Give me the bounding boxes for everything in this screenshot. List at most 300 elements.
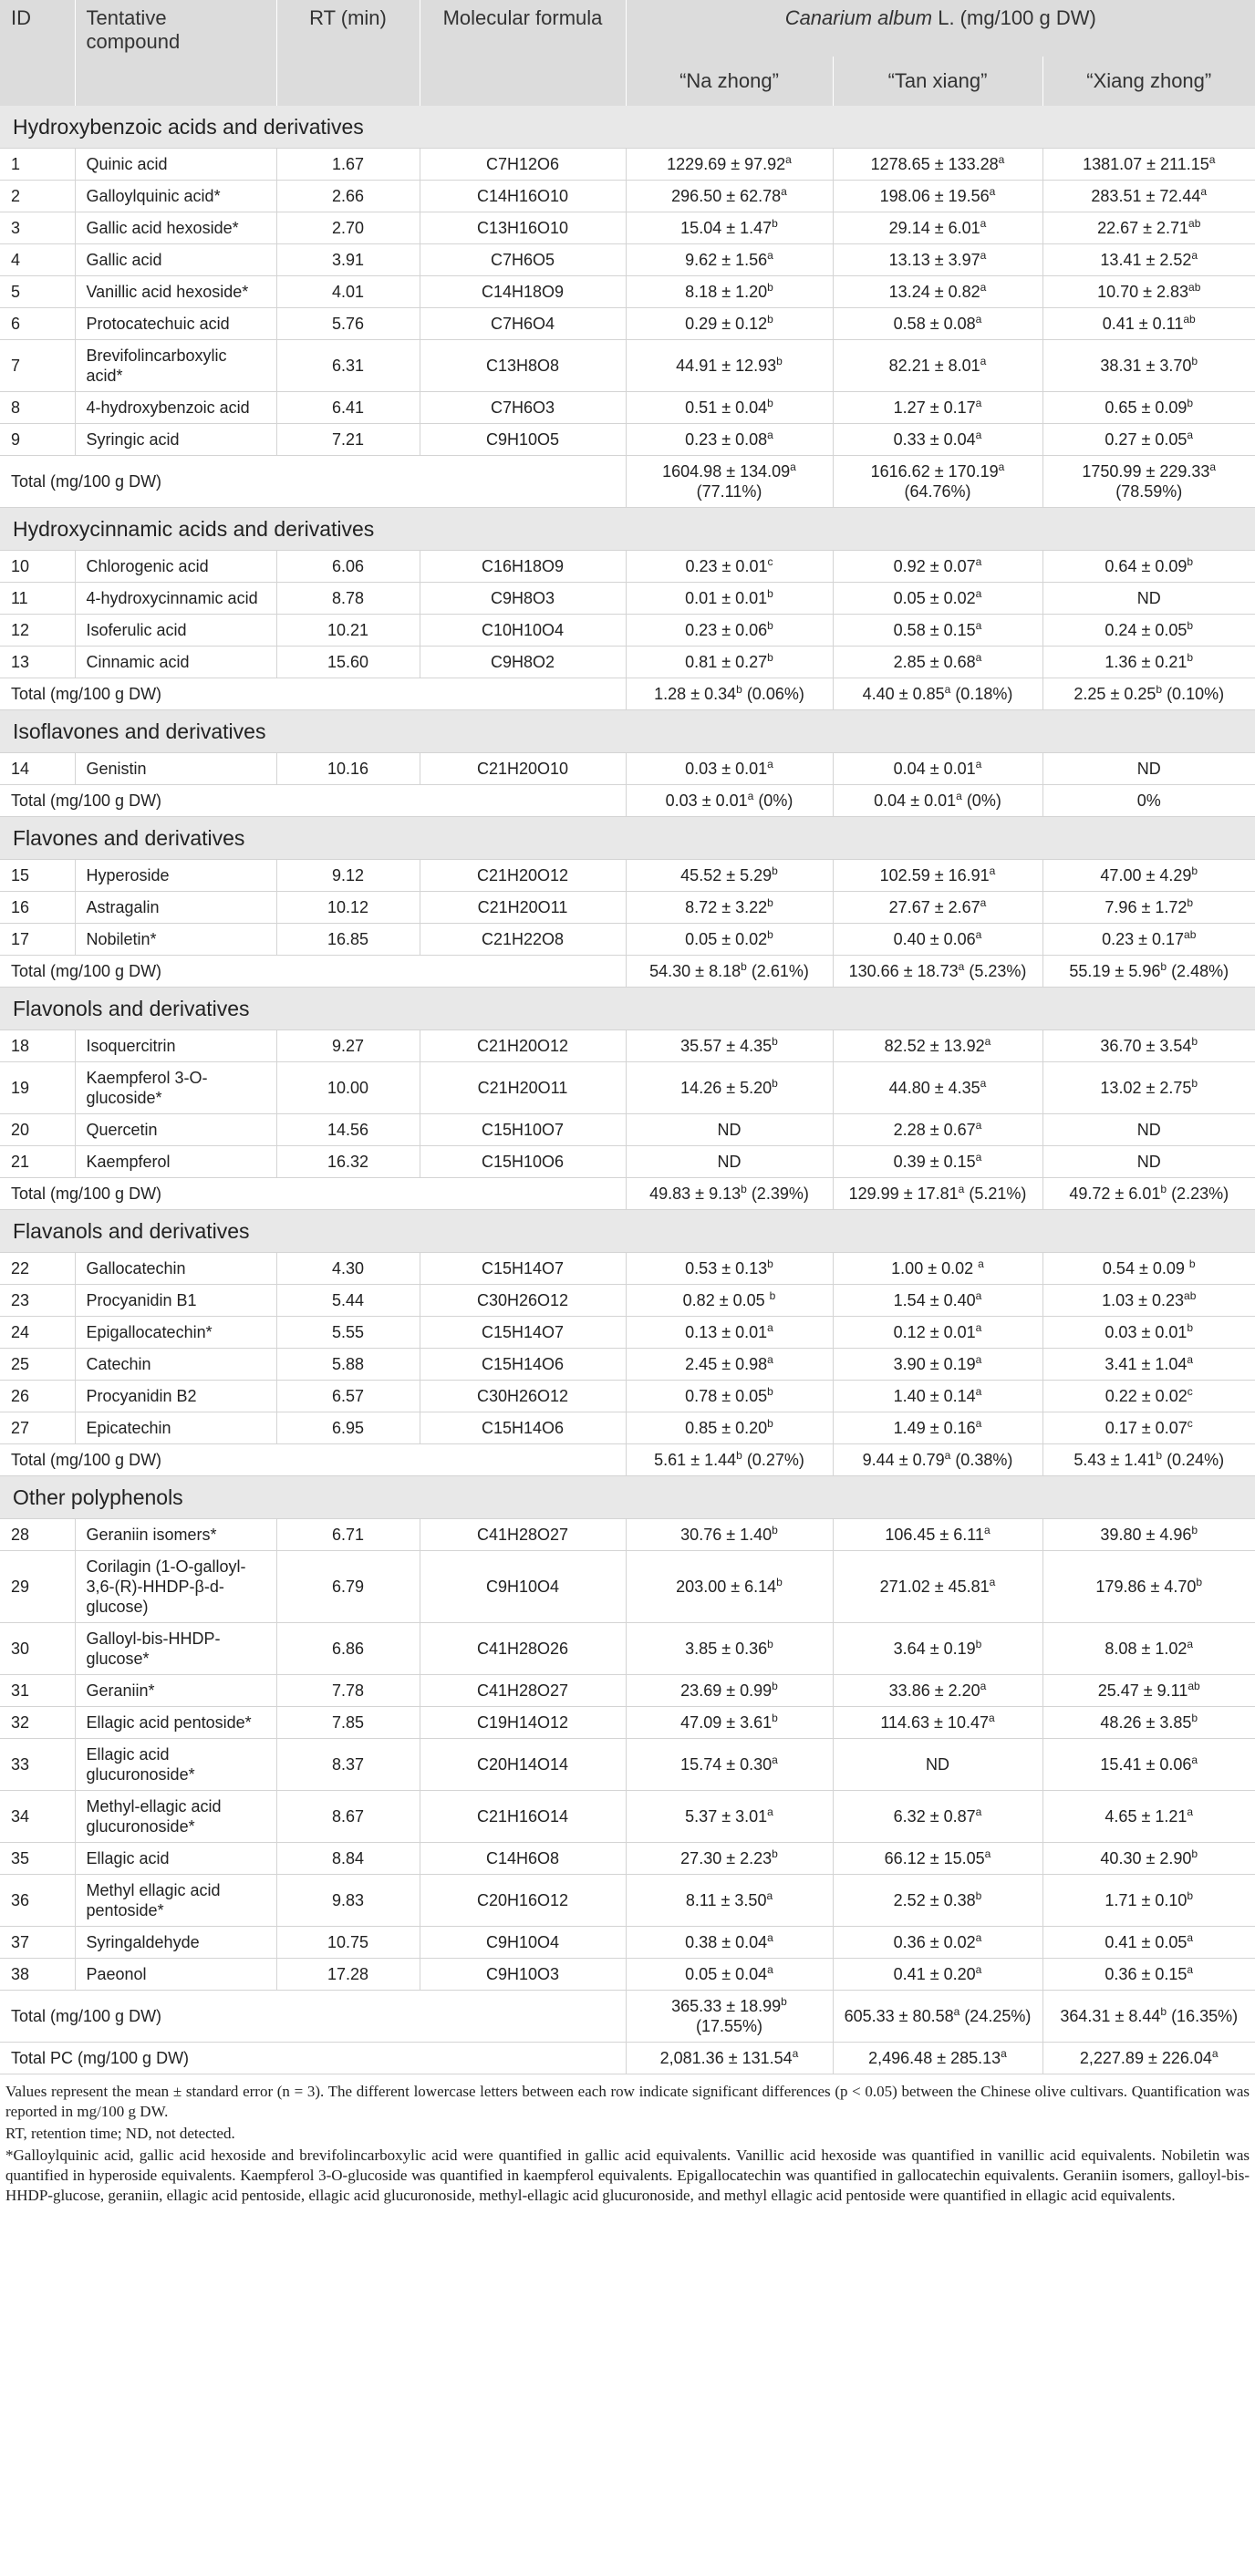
table-row: [0, 1114, 1255, 1146]
value-cell: [833, 1739, 1042, 1791]
value-text: 27.67 ± 2.67: [888, 898, 980, 916]
significance-letter: a: [767, 1805, 773, 1818]
value-text: 0.23 ± 0.06: [685, 621, 768, 639]
cell-compound: Hyperoside: [75, 860, 276, 892]
cell-id: 30: [0, 1623, 75, 1675]
cell-id: 4: [0, 244, 75, 276]
significance-letter: b: [1160, 960, 1167, 973]
value-text: 5.37 ± 3.01: [685, 1807, 768, 1826]
significance-letter: ab: [1188, 217, 1201, 230]
significance-letter: b: [767, 619, 773, 632]
cell-id: 23: [0, 1285, 75, 1317]
significance-letter: b: [1160, 2005, 1167, 2018]
value-cell: [833, 1991, 1042, 2043]
cell-rt: 2.70: [276, 212, 420, 244]
value-cell: [833, 753, 1042, 785]
cell-formula: C21H16O14: [420, 1791, 626, 1843]
value-cell: [1042, 1062, 1255, 1114]
significance-letter: a: [975, 1385, 982, 1398]
significance-letter: a: [1209, 460, 1217, 473]
cell-formula: C21H20O10: [420, 753, 626, 785]
cell-compound: Galloylquinic acid*: [75, 181, 276, 212]
table-row: [0, 1739, 1255, 1791]
total-row: [0, 678, 1255, 710]
total-label: Total (mg/100 g DW): [0, 678, 626, 710]
significance-letter: b: [1187, 397, 1194, 409]
cell-compound: Corilagin (1-O-galloyl-3,6-(R)-HHDP-β-d-glucose): [75, 1551, 276, 1623]
significance-letter: a: [1208, 153, 1216, 166]
value-text: 1.00 ± 0.02: [891, 1259, 979, 1278]
significance-letter: a: [980, 896, 987, 909]
value-text: 25.47 ± 9.11: [1097, 1681, 1188, 1700]
value-text: 13.41 ± 2.52: [1100, 251, 1192, 269]
significance-letter: b: [767, 397, 773, 409]
value-text: 36.70 ± 3.54: [1100, 1037, 1192, 1055]
cell-rt: 16.85: [276, 924, 420, 956]
value-percent: (0%): [966, 791, 1001, 810]
value-text: 0.03 ± 0.01: [665, 791, 748, 810]
significance-letter: b: [975, 1638, 982, 1650]
value-text: 0.05 ± 0.02: [685, 930, 768, 948]
value-cell: [833, 615, 1042, 647]
value-text: 0.05 ± 0.02: [893, 589, 976, 607]
significance-letter: b: [772, 1077, 778, 1090]
value-text: 1604.98 ± 134.09: [662, 462, 791, 481]
table-row: [0, 276, 1255, 308]
value-cell: [1042, 583, 1255, 615]
significance-letter: b: [1187, 1889, 1194, 1902]
cell-rt: 10.21: [276, 615, 420, 647]
significance-letter: a: [984, 1035, 991, 1048]
significance-letter: a: [988, 1712, 995, 1724]
cell-formula: C21H22O8: [420, 924, 626, 956]
value-cell: [833, 340, 1042, 392]
value-text: 365.33 ± 18.99: [671, 1997, 782, 2015]
value-percent: (5.21%): [969, 1185, 1027, 1203]
cell-formula: C21H20O12: [420, 1030, 626, 1062]
significance-letter: a: [1187, 1638, 1194, 1650]
value-text: 35.57 ± 4.35: [680, 1037, 773, 1055]
significance-letter: b: [741, 960, 747, 973]
value-text: 0.78 ± 0.05: [685, 1387, 768, 1405]
cell-formula: C41H28O27: [420, 1519, 626, 1551]
value-text: 179.86 ± 4.70: [1095, 1578, 1197, 1596]
significance-letter: a: [980, 281, 987, 294]
cell-formula: C15H10O7: [420, 1114, 626, 1146]
value-cell: [1042, 1739, 1255, 1791]
value-text: 1229.69 ± 97.92: [667, 155, 786, 173]
value-cell: [626, 1349, 833, 1381]
value-text: ND: [717, 1121, 742, 1139]
significance-letter: a: [767, 1963, 773, 1976]
total-row: [0, 1444, 1255, 1476]
value-text: 47.09 ± 3.61: [680, 1713, 773, 1732]
cell-rt: 14.56: [276, 1114, 420, 1146]
cell-formula: C19H14O12: [420, 1707, 626, 1739]
section-header: [0, 106, 1255, 149]
value-cell: [626, 1030, 833, 1062]
value-text: 0.04 ± 0.01: [893, 760, 976, 778]
section-header: [0, 817, 1255, 860]
value-cell: [626, 785, 833, 817]
significance-letter: a: [772, 1754, 778, 1766]
cell-formula: C9H8O3: [420, 583, 626, 615]
significance-letter: a: [975, 313, 982, 326]
value-text: 1616.62 ± 170.19: [870, 462, 999, 481]
cell-id: 16: [0, 892, 75, 924]
cell-formula: C9H10O4: [420, 1927, 626, 1959]
value-text: 0.65 ± 0.09: [1105, 398, 1188, 417]
grand-total-row: [0, 2043, 1255, 2074]
cell-formula: C15H14O7: [420, 1317, 626, 1349]
cell-rt: 6.71: [276, 1519, 420, 1551]
value-text: 54.30 ± 8.18: [649, 962, 742, 980]
value-percent: (16.35%): [1171, 2007, 1239, 2025]
significance-letter: b: [1156, 1449, 1163, 1462]
significance-letter: ab: [1184, 928, 1197, 941]
cell-id: 32: [0, 1707, 75, 1739]
cell-id: 10: [0, 551, 75, 583]
significance-letter: a: [975, 1805, 982, 1818]
value-text: 0.36 ± 0.02: [893, 1933, 976, 1951]
value-text: 0.51 ± 0.04: [685, 398, 768, 417]
cell-compound: Chlorogenic acid: [75, 551, 276, 583]
value-cell: [626, 1146, 833, 1178]
value-text: 102.59 ± 16.91: [879, 866, 990, 885]
cell-rt: 8.37: [276, 1739, 420, 1791]
value-text: 3.90 ± 0.19: [893, 1355, 976, 1373]
value-text: 8.18 ± 1.20: [685, 283, 768, 301]
table-row: [0, 1675, 1255, 1707]
value-cell: [833, 244, 1042, 276]
significance-letter: a: [747, 790, 754, 802]
value-text: 0.41 ± 0.20: [893, 1965, 976, 1983]
cell-formula: C15H10O6: [420, 1146, 626, 1178]
value-cell: [626, 678, 833, 710]
value-cell: [833, 583, 1042, 615]
value-cell: [833, 1349, 1042, 1381]
significance-letter: a: [980, 1077, 987, 1090]
significance-letter: a: [975, 1151, 982, 1164]
value-cell: [833, 1519, 1042, 1551]
significance-letter: b: [767, 1638, 773, 1650]
significance-letter: a: [989, 185, 996, 198]
value-cell: [833, 785, 1042, 817]
significance-letter: b: [1191, 1035, 1198, 1048]
value-cell: [626, 924, 833, 956]
value-cell: [1042, 181, 1255, 212]
value-cell: [1042, 1991, 1255, 2043]
significance-letter: a: [953, 2005, 960, 2018]
value-cell: [833, 1114, 1042, 1146]
significance-letter: ab: [1183, 313, 1196, 326]
value-cell: [626, 1739, 833, 1791]
cell-rt: 8.78: [276, 583, 420, 615]
cell-id: 6: [0, 308, 75, 340]
value-cell: [1042, 1444, 1255, 1476]
cell-compound: Galloyl-bis-HHDP-glucose*: [75, 1623, 276, 1675]
value-cell: [1042, 1285, 1255, 1317]
cell-id: 38: [0, 1959, 75, 1991]
value-cell: [1042, 392, 1255, 424]
value-cell: [833, 678, 1042, 710]
cell-compound: Gallic acid hexoside*: [75, 212, 276, 244]
cell-rt: 6.41: [276, 392, 420, 424]
significance-letter: b: [975, 1889, 982, 1902]
value-cell: [626, 860, 833, 892]
table-row: [0, 1381, 1255, 1412]
section-title: Hydroxycinnamic acids and derivatives: [0, 508, 1255, 551]
value-cell: [1042, 2043, 1255, 2074]
value-text: 82.52 ± 13.92: [884, 1037, 985, 1055]
value-cell: [833, 392, 1042, 424]
significance-letter: b: [1191, 355, 1198, 367]
value-text: 0.27 ± 0.05: [1105, 430, 1188, 449]
value-text: 0.05 ± 0.04: [685, 1965, 768, 1983]
value-cell: [1042, 244, 1255, 276]
value-cell: [1042, 340, 1255, 392]
header-group-species: Canarium album: [784, 6, 933, 29]
section-title: Isoflavones and derivatives: [0, 710, 1255, 753]
cell-id: 19: [0, 1062, 75, 1114]
value-text: 0.12 ± 0.01: [893, 1323, 976, 1341]
value-text: 9.62 ± 1.56: [685, 251, 768, 269]
significance-letter: a: [989, 1576, 996, 1588]
value-percent: (0.18%): [955, 685, 1013, 703]
value-cell: [626, 1991, 833, 2043]
value-cell: [1042, 1519, 1255, 1551]
value-cell: [626, 1178, 833, 1210]
value-cell: [626, 244, 833, 276]
cell-formula: C15H14O7: [420, 1253, 626, 1285]
value-text: 7.96 ± 1.72: [1105, 898, 1188, 916]
significance-letter: b: [1187, 896, 1194, 909]
value-text: 106.45 ± 6.11: [885, 1526, 984, 1544]
value-percent: (2.23%): [1171, 1185, 1229, 1203]
value-text: 13.24 ± 0.82: [888, 283, 980, 301]
significance-letter: b: [1188, 1257, 1196, 1270]
cell-formula: C14H18O9: [420, 276, 626, 308]
section-title: Flavonols and derivatives: [0, 988, 1255, 1030]
value-text: 0.33 ± 0.04: [893, 430, 976, 449]
value-percent: (0%): [758, 791, 793, 810]
value-percent: (0.27%): [746, 1451, 804, 1469]
value-text: 1750.99 ± 229.33: [1082, 462, 1210, 481]
table-row: [0, 1062, 1255, 1114]
value-cell: [1042, 1114, 1255, 1146]
table-row: [0, 1146, 1255, 1178]
value-cell: [1042, 892, 1255, 924]
cell-formula: C7H12O6: [420, 149, 626, 181]
significance-letter: a: [975, 651, 982, 664]
value-text: 2.85 ± 0.68: [893, 653, 976, 671]
value-text: 0.36 ± 0.15: [1105, 1965, 1188, 1983]
cell-formula: C9H10O5: [420, 424, 626, 456]
value-text: 15.74 ± 0.30: [680, 1755, 773, 1774]
value-cell: [1042, 956, 1255, 988]
value-cell: [626, 424, 833, 456]
significance-letter: a: [984, 1847, 991, 1860]
value-cell: [626, 1317, 833, 1349]
table-row: [0, 149, 1255, 181]
significance-letter: b: [772, 1847, 778, 1860]
value-cell: [1042, 753, 1255, 785]
value-percent: (2.39%): [751, 1185, 809, 1203]
value-text: 114.63 ± 10.47: [880, 1713, 989, 1732]
significance-letter: b: [767, 651, 773, 664]
significance-letter: a: [975, 397, 982, 409]
value-cell: [626, 149, 833, 181]
significance-letter: a: [1187, 1963, 1194, 1976]
significance-letter: b: [1191, 1077, 1198, 1090]
value-text: 15.41 ± 0.06: [1100, 1755, 1192, 1774]
cell-compound: Methyl-ellagic acid glucuronoside*: [75, 1791, 276, 1843]
value-cell: [833, 1030, 1042, 1062]
value-text: 1.71 ± 0.10: [1105, 1891, 1188, 1909]
cell-id: 31: [0, 1675, 75, 1707]
value-cell: [1042, 1146, 1255, 1178]
significance-letter: b: [1187, 619, 1194, 632]
note-abbreviations: RT, retention time; ND, not detected.: [5, 2125, 235, 2142]
value-percent: (17.55%): [695, 2017, 763, 2035]
table-row: [0, 1707, 1255, 1739]
value-text: 605.33 ± 80.58: [844, 2007, 954, 2025]
significance-letter: a: [767, 1931, 773, 1944]
cell-rt: 7.78: [276, 1675, 420, 1707]
total-label: Total (mg/100 g DW): [0, 456, 626, 508]
cell-rt: 8.84: [276, 1843, 420, 1875]
significance-letter: b: [767, 1257, 773, 1270]
value-text: 2,496.48 ± 285.13: [868, 2049, 1001, 2067]
value-text: 82.21 ± 8.01: [888, 357, 980, 375]
cell-rt: 6.95: [276, 1412, 420, 1444]
significance-letter: b: [1191, 1847, 1198, 1860]
value-text: 198.06 ± 19.56: [879, 187, 990, 205]
value-cell: [626, 1623, 833, 1675]
significance-letter: b: [741, 1183, 747, 1195]
cell-rt: 9.27: [276, 1030, 420, 1062]
cell-compound: Quercetin: [75, 1114, 276, 1146]
significance-letter: b: [1160, 1183, 1167, 1195]
cell-compound: Quinic acid: [75, 149, 276, 181]
significance-letter: a: [1191, 249, 1198, 262]
value-text: 0.17 ± 0.07: [1105, 1419, 1188, 1437]
value-text: 45.52 ± 5.29: [680, 866, 773, 885]
value-text: 3.41 ± 1.04: [1105, 1355, 1188, 1373]
value-text: ND: [1136, 760, 1161, 778]
value-text: 13.02 ± 2.75: [1100, 1079, 1192, 1097]
significance-letter: a: [767, 758, 773, 771]
cell-formula: C7H6O4: [420, 308, 626, 340]
table-row: [0, 860, 1255, 892]
table-row: [0, 392, 1255, 424]
value-text: 8.72 ± 3.22: [685, 898, 768, 916]
cell-rt: 6.79: [276, 1551, 420, 1623]
value-text: 44.80 ± 4.35: [888, 1079, 980, 1097]
significance-letter: b: [769, 1289, 776, 1302]
cell-rt: 9.12: [276, 860, 420, 892]
cell-id: 9: [0, 424, 75, 456]
value-text: 0.81 ± 0.27: [685, 653, 768, 671]
note-equivalents: *Galloylquinic acid, gallic acid hexoside and brevifolincarboxylic acid were quantified in gallic acid equivalents. Vanillic acid hexoside was quantified in vanillic acid equivalents. Nobiletin was quantified in hyperoside equivalents. Kaempferol 3-O-glucoside was quantified in kaempferol equivalents. Epigallocatechin was quantified in gallocatechin equivalents. Geraniin isomers, galloyl-bis-HHDP-glucose, geraniin, ellagic acid pentoside, ellagic acid glucuronoside, methyl-ellagic acid glucuronoside, and methyl ellagic acid pentoside were quantified in ellagic acid equivalents.: [5, 2147, 1250, 2204]
value-percent: (2.61%): [751, 962, 809, 980]
cell-compound: Catechin: [75, 1349, 276, 1381]
cell-id: 24: [0, 1317, 75, 1349]
value-cell: [833, 892, 1042, 924]
value-text: 40.30 ± 2.90: [1100, 1849, 1192, 1867]
cell-id: 35: [0, 1843, 75, 1875]
significance-letter: b: [772, 1680, 778, 1692]
value-cell: [1042, 1959, 1255, 1991]
significance-letter: a: [983, 1524, 991, 1536]
value-text: 22.67 ± 2.71: [1097, 219, 1189, 237]
value-cell: [833, 647, 1042, 678]
value-text: 2.45 ± 0.98: [685, 1355, 768, 1373]
value-percent: (0.06%): [746, 685, 804, 703]
significance-letter: b: [767, 1417, 773, 1430]
table-row: [0, 1843, 1255, 1875]
cell-id: 13: [0, 647, 75, 678]
value-text: 0.40 ± 0.06: [893, 930, 976, 948]
table-row: [0, 1030, 1255, 1062]
total-row: [0, 956, 1255, 988]
significance-letter: a: [767, 1353, 773, 1366]
value-text: 55.19 ± 5.96: [1069, 962, 1161, 980]
cell-id: 25: [0, 1349, 75, 1381]
significance-letter: a: [980, 1680, 987, 1692]
cell-formula: C10H10O4: [420, 615, 626, 647]
cell-id: 3: [0, 212, 75, 244]
cell-rt: 6.86: [276, 1623, 420, 1675]
significance-letter: a: [1187, 1805, 1194, 1818]
cell-compound: Procyanidin B2: [75, 1381, 276, 1412]
value-cell: [626, 1519, 833, 1551]
value-cell: [833, 1875, 1042, 1927]
value-text: 0.58 ± 0.15: [893, 621, 976, 639]
cell-rt: 15.60: [276, 647, 420, 678]
value-text: 2,227.89 ± 226.04: [1079, 2049, 1212, 2067]
table-row: [0, 1412, 1255, 1444]
cell-rt: 17.28: [276, 1959, 420, 1991]
value-cell: [1042, 1623, 1255, 1675]
value-text: 1.27 ± 0.17: [893, 398, 976, 417]
significance-letter: a: [998, 460, 1005, 473]
cell-rt: 5.76: [276, 308, 420, 340]
value-text: 4.65 ± 1.21: [1105, 1807, 1188, 1826]
value-cell: [833, 1146, 1042, 1178]
cell-rt: 10.00: [276, 1062, 420, 1114]
value-cell: [626, 1843, 833, 1875]
value-text: 3.64 ± 0.19: [893, 1640, 976, 1658]
cell-rt: 5.55: [276, 1317, 420, 1349]
cell-rt: 3.91: [276, 244, 420, 276]
significance-letter: a: [1191, 1754, 1198, 1766]
section-title: Flavones and derivatives: [0, 817, 1255, 860]
significance-letter: b: [1187, 555, 1194, 568]
value-text: 29.14 ± 6.01: [888, 219, 980, 237]
value-text: ND: [1136, 1153, 1161, 1171]
significance-letter: a: [1187, 1931, 1194, 1944]
value-text: 283.51 ± 72.44: [1091, 187, 1201, 205]
cell-compound: Gallocatechin: [75, 1253, 276, 1285]
significance-letter: a: [980, 355, 987, 367]
significance-letter: b: [1191, 864, 1198, 877]
cell-compound: Vanillic acid hexoside*: [75, 276, 276, 308]
value-text: 0.22 ± 0.02: [1105, 1387, 1188, 1405]
value-cell: [626, 583, 833, 615]
table-row: [0, 1959, 1255, 1991]
cell-compound: Epicatechin: [75, 1412, 276, 1444]
